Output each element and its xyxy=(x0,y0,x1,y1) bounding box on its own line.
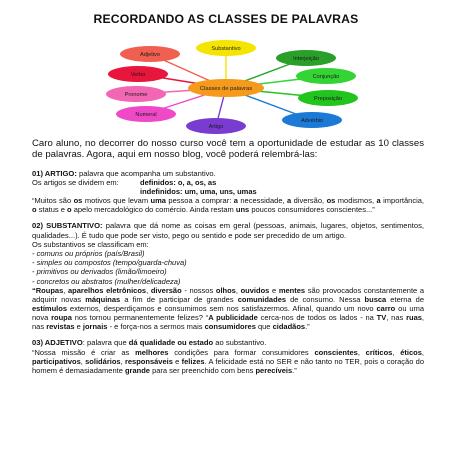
classes-diagram xyxy=(86,34,366,134)
diagram-node xyxy=(296,68,356,84)
diagram-node xyxy=(108,66,168,82)
section-substantivo-title: 02) SUBSTANTIVO: xyxy=(32,221,103,231)
diagram-node xyxy=(282,112,342,128)
substantivo-item: - comuns ou próprios (país/Brasil) xyxy=(32,249,145,259)
section-artigo-definition: palavra que acompanha um substantivo. xyxy=(76,168,216,178)
diagram-node-label: Preposição xyxy=(314,96,342,102)
substantivo-item: - simples ou compostos (tempo/guarda-chuva) xyxy=(32,258,187,268)
diagram-node-label: Substantivo xyxy=(211,46,241,52)
diagram-node xyxy=(276,50,336,66)
diagram-node-label: Pronome xyxy=(124,92,148,98)
section-substantivo-heading xyxy=(32,221,424,240)
diagram-node-label: Interjeição xyxy=(293,56,319,62)
substantivo-class-label: Os substantivos se classificam em: xyxy=(32,239,149,249)
diagram-node-label: Advérbio xyxy=(300,118,324,124)
article-body xyxy=(32,138,424,375)
diagram-node xyxy=(196,40,256,56)
diagram-center-label: Classes de palavras xyxy=(199,86,253,92)
artigo-definidos-row xyxy=(32,178,424,187)
page-title: RECORDANDO AS CLASSES DE PALAVRAS xyxy=(93,12,359,26)
substantivo-example-quote: “Roupas, aparelhos eletrônicos, diversão - nossos olhos, ouvidos e mentes são provocados constantemente a adquirir novas máquinas a fim de participar de grandes comunidades de consumo. Nessa busca eterna de estímulos externos, desperdiçamos e consumimos sem nos satisfazermos. Afinal, quando um novo carro ou uma nova roupa nos tornou permanentemente felizes? “A publicidade cerca-nos de todos os lados - na TV, nas ruas, nas revistas e jornais - e força-nos a sermos mais consumidores que cidadãos.” xyxy=(32,285,425,332)
section-adjetivo-title: 03) ADJETIVO xyxy=(32,338,83,348)
diagram-node-label: Numeral xyxy=(135,112,157,118)
diagram-node xyxy=(120,46,180,62)
diagram-node-label: Artigo xyxy=(208,124,224,130)
diagram-node-label: Verbo xyxy=(130,72,146,78)
diagram-node xyxy=(186,118,246,134)
substantivo-item: - concretos ou abstratos (mulher/delicadeza) xyxy=(32,276,181,286)
diagram-node xyxy=(116,106,176,122)
section-artigo-title: 01) ARTIGO: xyxy=(32,168,77,178)
diagram-node xyxy=(298,90,358,106)
artigo-example-quote: “Muitos são os motivos que levam uma pessoa a comprar: a necessidade, a diversão, os modismos, a importância, o status e o apelo mercadológico do comércio. Ainda restam uns poucos consumidores conscientes...” xyxy=(32,196,424,215)
diagram-node xyxy=(106,86,166,102)
diagram-center xyxy=(188,79,264,97)
artigo-divide-label: Os artigos se dividem em: xyxy=(32,177,119,187)
diagram-node-label: Adjetivo xyxy=(140,52,160,58)
diagram-node-label: Conjunção xyxy=(312,74,340,80)
section-artigo-heading xyxy=(32,169,424,178)
section-substantivo-definition: palavra que dá nome as coisas em geral (pessoas, animais, lugares, objetos, sentimentos, qualidades...). É tudo que pode ser visto, pego ou sentido e pode ser precedido de um artigo. xyxy=(32,221,424,240)
artigo-definidos: definidos: o, a, os, as xyxy=(140,177,217,187)
adjetivo-example-quote: “Nossa missão é criar as melhores condições para formar consumidores conscientes, críticos, éticos, participativos, solidários, responsáveis e felizes. A felicidade está no SER e não tanto no TER, pois o coração do homem é demasiadamente grande para ser preenchido com bens perecíveis.” xyxy=(32,347,425,375)
intro-paragraph: Caro aluno, no decorrer do nosso curso você tem a oportunidade de estudar as 10 classes de palavras. Agora, aqui em nosso blog, você poderá relembrá-las: xyxy=(32,138,424,161)
artigo-indefinidos-row xyxy=(32,187,424,196)
substantivo-item: - primitivos ou derivados (limão/limoeiro) xyxy=(32,267,167,277)
artigo-indefinidos: indefinidos: um, uma, uns, umas xyxy=(140,187,257,197)
section-adjetivo-heading: 03) ADJETIVO: palavra que dá qualidade ou estado ao substantivo. xyxy=(32,338,267,348)
